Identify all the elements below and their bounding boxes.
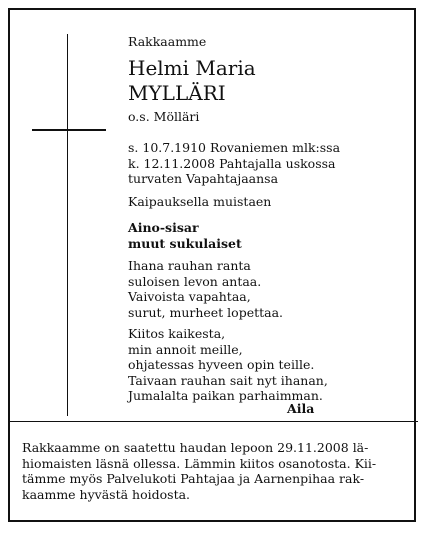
footer-text: [22, 440, 414, 502]
first-names: Helmi Maria: [128, 56, 256, 80]
surname: MYLLÄRI: [128, 81, 226, 105]
poem-2-line: ohjatessas hyveen opin teille.: [128, 357, 315, 372]
poem-1-line: surut, murheet lopettaa.: [128, 304, 284, 320]
intro-text: Rakkaamme: [128, 34, 207, 49]
poem-author: Aila: [287, 401, 315, 416]
footer-line: tämme myös Palvelukoti Pahtajaa ja Aarnenpihaa rak-: [22, 471, 365, 486]
poem-2: [128, 326, 328, 404]
mourners-intro: Kaipauksella muistaen: [128, 194, 272, 209]
cross-horizontal: [32, 129, 106, 131]
footer-line: hiomaisten läsnä ollessa. Lämmin kiitos osanotosta. Kii-: [22, 455, 377, 471]
mourner-line-2: muut sukulaiset: [128, 235, 242, 251]
poem-2-line: Jumalalta paikan parhaimman.: [128, 388, 323, 403]
poem-1-line: Ihana rauhan ranta: [128, 258, 251, 273]
maiden-name: o.s. Mölläri: [128, 109, 200, 124]
section-divider: [10, 421, 418, 422]
footer-line: Rakkaamme on saatettu haudan lepoon 29.11.2008 lä-: [22, 440, 369, 455]
death-line: k. 12.11.2008 Pahtajalla uskossa: [128, 155, 336, 171]
poem-2-line: min annoit meille,: [128, 341, 243, 357]
poem-2-line: Taivaan rauhan sait nyt ihanan,: [128, 372, 328, 388]
mourner-line-1: Aino-sisar: [128, 220, 199, 235]
cross-vertical: [67, 34, 68, 416]
birth-line: s. 10.7.1910 Rovaniemen mlk:ssa: [128, 140, 341, 155]
poem-1-line: suloisen levon antaa.: [128, 273, 262, 289]
poem-1-line: Vaivoista vapahtaa,: [128, 289, 251, 304]
mourners-block: [128, 220, 242, 251]
dates-block: [128, 140, 340, 187]
poem-1: [128, 258, 283, 320]
death-line-cont: turvaten Vapahtajaansa: [128, 171, 279, 186]
footer-line: kaamme hyvästä hoidosta.: [22, 486, 191, 502]
poem-2-line: Kiitos kaikesta,: [128, 326, 226, 341]
